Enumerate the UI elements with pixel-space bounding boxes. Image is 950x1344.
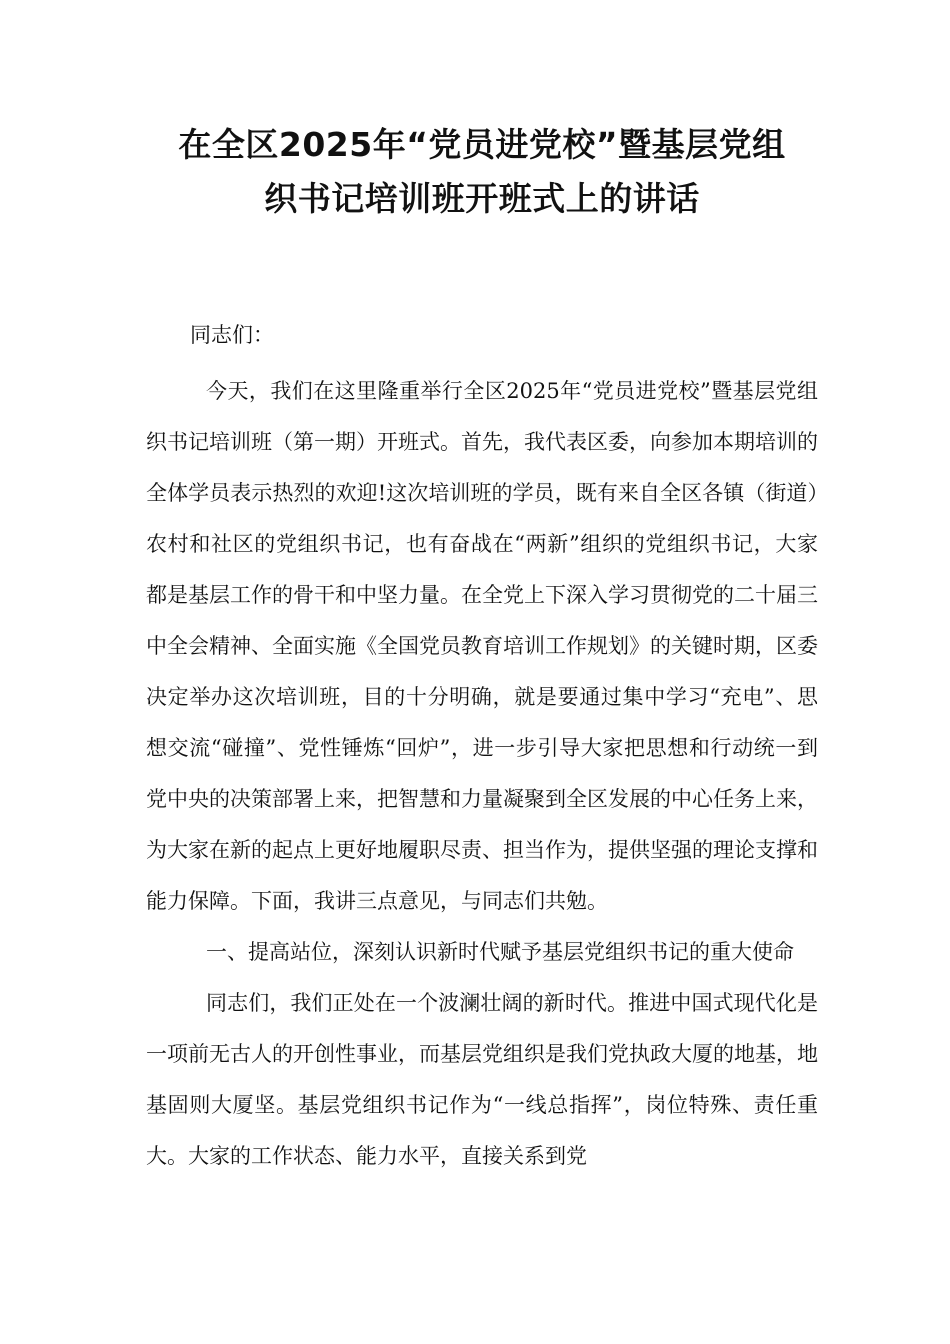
paragraph-opening: 今天，我们在这里隆重举行全区2025年“党员进党校”暨基层党组织书记培训班（第一期）开班式。首先，我代表区委，向参加本期培训的全体学员表示热烈的欢迎!这次培训班的学员，既有来自全区各镇（街道）农村和社区的党组织书记，也有奋战在“两新”组织的党组织书记，大家都是基层工作的骨干和中坚力量。在全党上下深入学习贯彻党的二十届三中全会精神、全面实施《全国党员教育培训工作规划》的关键时期，区委决定举办这次培训班，目的十分明确，就是要通过集中学习“充电”、思想交流“碰撞”、党性锤炼“回炉”，进一步引导大家把思想和行动统一到党中央的决策部署上来，把智慧和力量凝聚到全区发展的中心任务上来，为大家在新的起点上更好地履职尽责、担当作为，提供坚强的理论支撑和能力保障。下面，我讲三点意见，与同志们共勉。 xyxy=(146,379,818,913)
section-heading-1: 一、提高站位，深刻认识新时代赋予基层党组织书记的重大使命 xyxy=(206,940,794,964)
salutation: 同志们： xyxy=(190,323,274,347)
title-line-2: 织书记培训班开班式上的讲话 xyxy=(264,179,700,218)
paragraph-section-1: 同志们，我们正处在一个波澜壮阔的新时代。推进中国式现代化是一项前无古人的开创性事业，而基层党组织是我们党执政大厦的地基，地基固则大厦坚。基层党组织书记作为“一线总指挥”，岗位特殊、责任重大。大家的工作状态、能力水平，直接关系到党 xyxy=(146,991,818,1168)
document-title xyxy=(146,118,818,226)
title-line-1: 在全区2025年“党员进党校”暨基层党组 xyxy=(178,125,786,164)
